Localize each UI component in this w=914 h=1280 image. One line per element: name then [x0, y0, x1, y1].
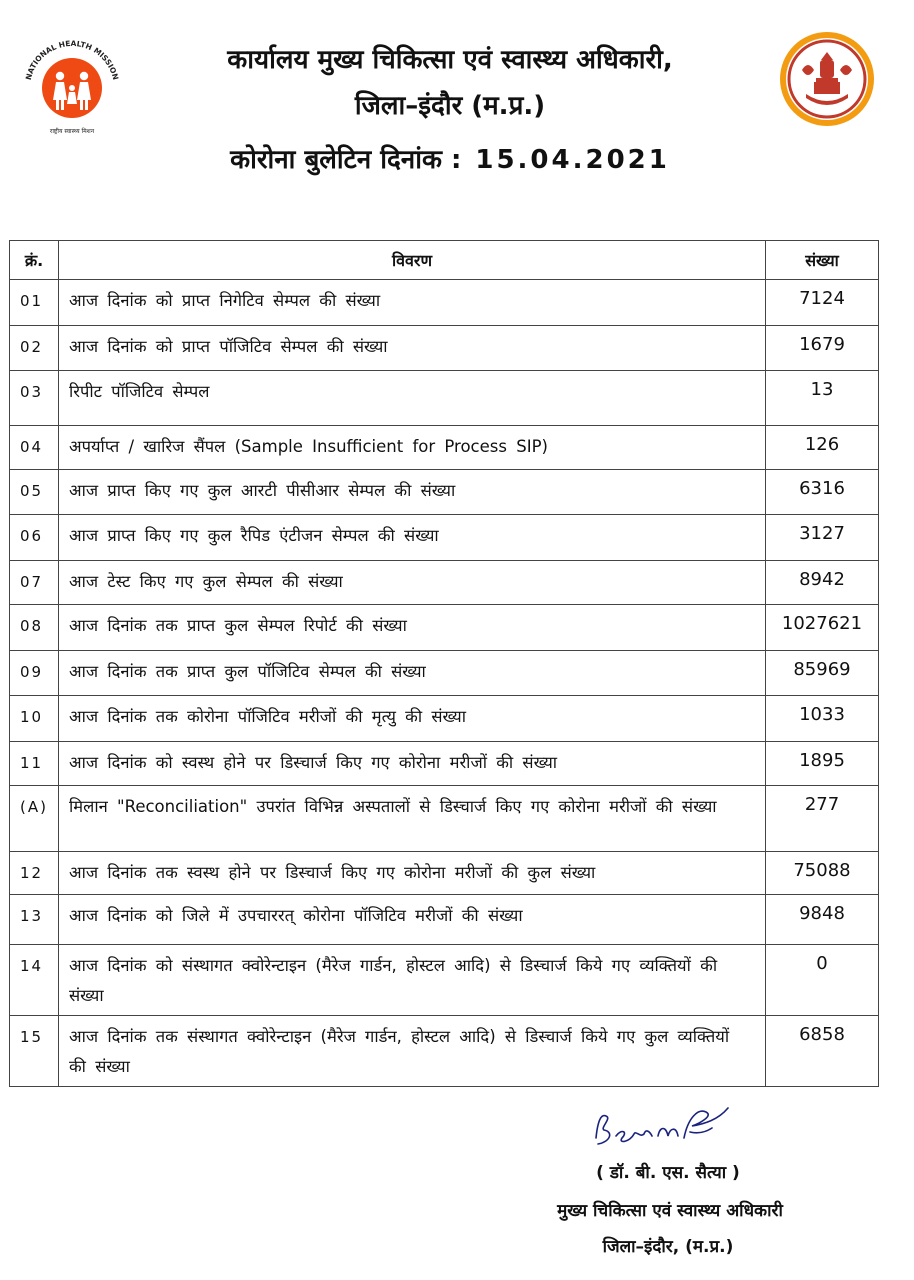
- table-row: [10, 945, 879, 1016]
- table-row: [10, 742, 879, 786]
- national-health-mission-logo: [16, 30, 128, 142]
- table-row: [10, 561, 879, 605]
- row-value: 13: [766, 371, 879, 426]
- row-value: 1033: [766, 696, 879, 742]
- table-row: [10, 371, 879, 426]
- row-sno: 06: [10, 515, 59, 561]
- row-sno: 01: [10, 280, 59, 326]
- table-row: [10, 786, 879, 852]
- row-description: आज दिनांक को प्राप्त निगेटिव सेम्पल की संख्या: [59, 280, 766, 326]
- row-sno: 15: [10, 1016, 59, 1087]
- table-row: [10, 426, 879, 470]
- row-sno: 07: [10, 561, 59, 605]
- row-value: 3127: [766, 515, 879, 561]
- row-sno: (A): [10, 786, 59, 852]
- row-sno: 10: [10, 696, 59, 742]
- row-value: 1679: [766, 326, 879, 371]
- bulletin-title-line: [130, 140, 770, 180]
- table-header-row: [10, 241, 879, 280]
- row-description: आज दिनांक तक संस्थागत क्वोरेन्टाइन (मैरेज गार्डन, होस्टल आदि) से डिस्चार्ज किये गए कुल व्यक्तियों की संख्या: [59, 1016, 766, 1087]
- row-sno: 09: [10, 651, 59, 696]
- table-row: [10, 1016, 879, 1087]
- row-description: रिपीट पॉजिटिव सेम्पल: [59, 371, 766, 426]
- row-sno: 11: [10, 742, 59, 786]
- row-value: 0: [766, 945, 879, 1016]
- madhya-pradesh-emblem-icon: [778, 30, 876, 128]
- row-value: 6858: [766, 1016, 879, 1087]
- row-value: 6316: [766, 470, 879, 515]
- column-header-count: संख्या: [766, 241, 879, 280]
- table-row: [10, 696, 879, 742]
- table-row: [10, 515, 879, 561]
- bulletin-date: 15.04.2021: [475, 145, 670, 175]
- signatory-name: ( डॉ. बी. एस. सैत्या ): [596, 1163, 740, 1183]
- row-value: 85969: [766, 651, 879, 696]
- table-row: [10, 605, 879, 651]
- nhm-logo-text: NATIONAL HEALTH MISSION: [23, 38, 121, 81]
- row-description: मिलान "Reconciliation" उपरांत विभिन्न अस्पतालों से डिस्चार्ज किए गए कोरोना मरीजों की संख्या: [59, 786, 766, 852]
- row-description: आज प्राप्त किए गए कुल रैपिड एंटीजन सेम्पल की संख्या: [59, 515, 766, 561]
- signatory-district: जिला–इंदौर, (म.प्र.): [602, 1237, 734, 1257]
- table-row: [10, 651, 879, 696]
- row-description: आज दिनांक को स्वस्थ होने पर डिस्चार्ज किए गए कोरोना मरीजों की संख्या: [59, 742, 766, 786]
- row-description: अपर्याप्त / खारिज सैंपल (Sample Insufficient for Process SIP): [59, 426, 766, 470]
- row-value: 7124: [766, 280, 879, 326]
- row-description: आज प्राप्त किए गए कुल आरटी पीसीआर सेम्पल की संख्या: [59, 470, 766, 515]
- handwritten-signature: [588, 1098, 748, 1158]
- bulletin-table: [9, 240, 879, 1087]
- row-value: 1027621: [766, 605, 879, 651]
- table-row: [10, 895, 879, 945]
- row-sno: 08: [10, 605, 59, 651]
- row-sno: 03: [10, 371, 59, 426]
- row-description: आज दिनांक तक प्राप्त कुल पॉजिटिव सेम्पल की संख्या: [59, 651, 766, 696]
- row-sno: 05: [10, 470, 59, 515]
- row-description: आज टेस्ट किए गए कुल सेम्पल की संख्या: [59, 561, 766, 605]
- table-row: [10, 852, 879, 895]
- bulletin-title: कोरोना बुलेटिन दिनांक :: [230, 145, 462, 175]
- row-value: 75088: [766, 852, 879, 895]
- row-description: आज दिनांक तक स्वस्थ होने पर डिस्चार्ज किए गए कोरोना मरीजों की कुल संख्या: [59, 852, 766, 895]
- document-header: [130, 40, 770, 180]
- table-row: [10, 326, 879, 371]
- column-header-sno: क्रं.: [10, 241, 59, 280]
- row-description: आज दिनांक तक कोरोना पॉजिटिव मरीजों की मृत्यु की संख्या: [59, 696, 766, 742]
- office-district: जिला–इंदौर (म.प्र.): [354, 91, 546, 121]
- signatory-designation: मुख्य चिकित्सा एवं स्वास्थ्य अधिकारी: [557, 1201, 783, 1221]
- row-sno: 13: [10, 895, 59, 945]
- row-sno: 04: [10, 426, 59, 470]
- row-description: आज दिनांक तक प्राप्त कुल सेम्पल रिपोर्ट की संख्या: [59, 605, 766, 651]
- row-sno: 12: [10, 852, 59, 895]
- table-row: [10, 280, 879, 326]
- office-title: कार्यालय मुख्य चिकित्सा एवं स्वास्थ्य अधिकारी,: [227, 45, 673, 75]
- row-sno: 02: [10, 326, 59, 371]
- row-value: 8942: [766, 561, 879, 605]
- row-value: 126: [766, 426, 879, 470]
- row-value: 1895: [766, 742, 879, 786]
- row-description: आज दिनांक को संस्थागत क्वोरेन्टाइन (मैरेज गार्डन, होस्टल आदि) से डिस्चार्ज किये गए व्यक्तियों की संख्या: [59, 945, 766, 1016]
- row-value: 9848: [766, 895, 879, 945]
- row-description: आज दिनांक को प्राप्त पॉजिटिव सेम्पल की संख्या: [59, 326, 766, 371]
- column-header-description: विवरण: [59, 241, 766, 280]
- nhm-logo-hindi-text: राष्ट्रीय स्वास्थ्य मिशन: [49, 128, 95, 135]
- row-description: आज दिनांक को जिले में उपचाररत् कोरोना पॉजिटिव मरीजों की संख्या: [59, 895, 766, 945]
- row-sno: 14: [10, 945, 59, 1016]
- row-value: 277: [766, 786, 879, 852]
- table-row: [10, 470, 879, 515]
